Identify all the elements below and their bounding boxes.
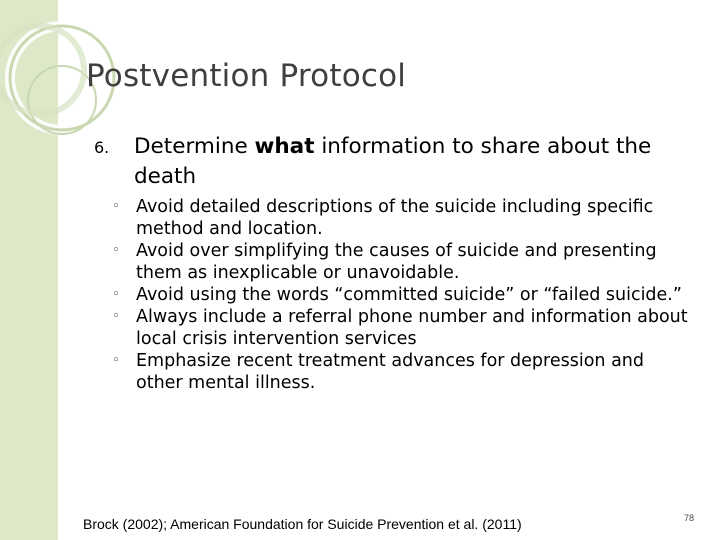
bullet-text: Avoid detailed descriptions of the suicide including specific method and location. bbox=[136, 197, 654, 239]
item-text-before: Determine bbox=[134, 134, 255, 159]
item-text-after: information to share about the death bbox=[134, 134, 652, 189]
item-text bbox=[134, 132, 694, 192]
bullet-icon: ◦ bbox=[112, 353, 120, 368]
left-decorative-band bbox=[0, 0, 58, 540]
citation: Brock (2002); American Foundation for Suicide Prevention et al. (2011) bbox=[83, 516, 522, 532]
item-text-bold: what bbox=[254, 134, 315, 159]
list-item bbox=[112, 284, 692, 306]
bullet-list bbox=[112, 196, 692, 394]
bullet-text: Avoid over simplifying the causes of suicide and presenting them as inexplicable or unavoidable. bbox=[136, 241, 657, 283]
item-number: 6. bbox=[94, 138, 110, 157]
bullet-text: Avoid using the words “committed suicide” or “failed suicide.” bbox=[136, 285, 682, 305]
list-item bbox=[112, 196, 692, 240]
page-number: 78 bbox=[684, 513, 695, 523]
slide-title: Postvention Protocol bbox=[86, 58, 407, 94]
bullet-icon: ◦ bbox=[112, 243, 120, 258]
bullet-icon: ◦ bbox=[112, 199, 120, 214]
list-item bbox=[112, 306, 692, 350]
bullet-icon: ◦ bbox=[112, 309, 120, 324]
bullet-icon: ◦ bbox=[112, 287, 120, 302]
bullet-text: Always include a referral phone number and information about local crisis intervention services bbox=[136, 307, 688, 349]
list-item bbox=[112, 240, 692, 284]
list-item bbox=[112, 350, 692, 394]
bullet-text: Emphasize recent treatment advances for depression and other mental illness. bbox=[136, 351, 644, 393]
